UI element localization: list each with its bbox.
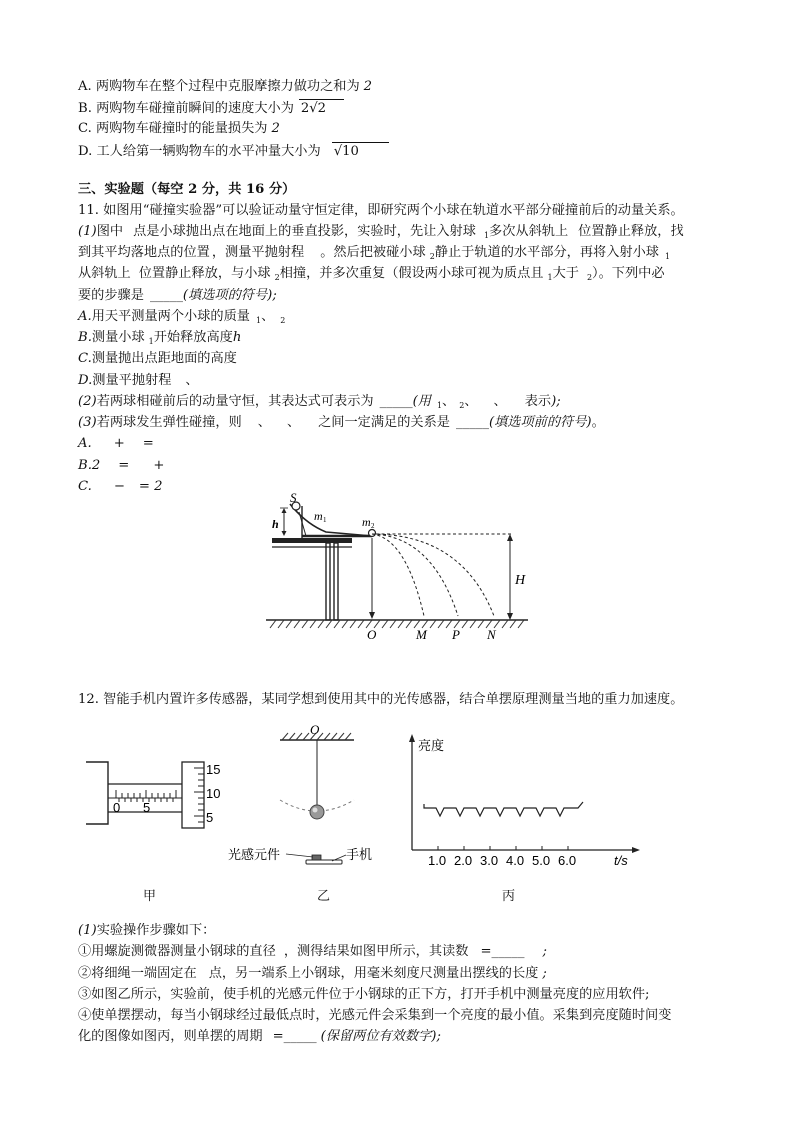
- q12-st1-blank[interactable]: =_____: [480, 944, 525, 959]
- tick-2: 2.0: [454, 853, 473, 868]
- q11-p2-h: 、: [464, 394, 478, 409]
- option-b-value: 2√2: [299, 99, 344, 118]
- trajectory-M: [372, 534, 424, 616]
- q11-p3-blank[interactable]: _____: [456, 415, 489, 430]
- q11-p1-l1d: 1: [483, 231, 490, 240]
- option-b: [78, 99, 344, 118]
- sleeve-label-5: 5: [143, 800, 151, 815]
- pivot-O-label: O: [310, 722, 320, 737]
- q12-step4-line2: [78, 1028, 441, 1046]
- q12-intro: 12. 智能手机内置许多传感器，某同学想到使用其中的光传感器，结合单摆原理测量当地的重力加速度。: [78, 692, 684, 707]
- option-a-text: A. 两购物车在整个过程中克服摩擦力做功之和为: [78, 79, 360, 94]
- q11-rB-eq: =: [118, 458, 130, 473]
- q12-step1: [78, 943, 547, 961]
- q12-st4-b: 化的图像如图丙，则单摆的周期: [78, 1029, 263, 1044]
- q12-s1-text: 实验操作步骤如下：: [96, 923, 216, 938]
- q11-p1-l3c: 2: [274, 273, 280, 282]
- tick-3: 3.0: [480, 853, 499, 868]
- graph-x-arrow: [632, 847, 640, 853]
- q11-p1-l2b: ，测量平抛射程: [211, 245, 305, 260]
- q11-p1-l1b: 图中: [96, 224, 124, 239]
- q11-oA-sub1: 1: [255, 316, 262, 325]
- tick-4: 4.0: [506, 853, 525, 868]
- phone: [306, 860, 342, 864]
- label-H: H: [515, 573, 526, 588]
- option-d-value: √10: [332, 142, 389, 161]
- sleeve-label-0: 0: [113, 800, 121, 815]
- q11-p1-l3d: 相撞，并多次重复（假设两小球可视为质点且: [279, 266, 544, 281]
- q12-st2-b: 点，另一端系上小钢球，用毫米刻度尺测量出摆线的长度: [208, 966, 539, 981]
- q11-p2-blank[interactable]: _____: [379, 394, 413, 409]
- q11-p1-l3e: 1: [547, 273, 553, 282]
- q11-option-c: [78, 350, 237, 368]
- label-S: S: [290, 492, 297, 505]
- q11-p1-line2: [78, 244, 670, 266]
- q11-relation-c: [78, 478, 163, 496]
- label-m2-sub: 2: [371, 522, 375, 530]
- q11-p2-f: 、: [442, 394, 456, 409]
- q11-p3-h: 。: [591, 415, 605, 430]
- q11-p3-g: (填选项前的符号): [488, 415, 592, 430]
- q11-rB-label: B.2: [78, 458, 101, 473]
- graph-y-label: 亮度: [418, 738, 445, 753]
- table-top: [272, 538, 352, 543]
- ground-hatch: [270, 620, 524, 628]
- q11-option-d: [78, 372, 199, 390]
- option-c-text: C. 两购物车碰撞时的能量损失为: [78, 121, 268, 136]
- q11-p1-label: (1): [78, 224, 97, 239]
- option-c-value: 2: [271, 121, 280, 136]
- q11-p1-l1f: 位置静止释放，找: [578, 224, 684, 239]
- q11-rA-plus: +: [113, 436, 125, 451]
- q11-p1-l1e: 多次从斜轨上: [489, 224, 569, 239]
- label-m2: m: [362, 515, 371, 529]
- option-b-text: B. 两购物车碰撞前瞬间的速度大小为: [78, 101, 294, 116]
- thimble-label-10: 10: [206, 786, 221, 801]
- q11-oD-text: 测量平抛射程: [92, 373, 172, 388]
- pendulum-figure: [228, 722, 388, 872]
- q11-rC-minus: −: [113, 479, 125, 494]
- q11-oA-text: 用天平测量两个小球的质量: [91, 309, 250, 324]
- option-a: [78, 78, 372, 96]
- caption-bing: 丙: [502, 889, 516, 904]
- q11-p1-line3: [78, 265, 665, 287]
- q11-p1-l4c: (填选项的符号);: [182, 288, 277, 303]
- q11-p3-c: 、: [257, 415, 271, 430]
- q11-oC-text: 测量抛出点距地面的高度: [91, 351, 237, 366]
- q11-p2-j: 表示: [524, 394, 552, 409]
- q11-intro: 11. 如图用“碰撞实验器”可以验证动量守恒定律，即研究两个小球在轨道水平部分碰撞前后的动量关系。: [78, 203, 684, 218]
- q12-step4-line1: ④使单摆摆动，每当小钢球经过最低点时，光感元件会采集到一个亮度的最小值。采集到亮度随时间变: [78, 1008, 672, 1023]
- q11-p1-l4a: 要的步骤是: [78, 288, 144, 303]
- q11-p3-label: (3): [78, 415, 97, 430]
- q11-option-b: [78, 329, 241, 351]
- h-arrow-bottom: [282, 531, 287, 536]
- q12-st1-d: ;: [542, 944, 547, 959]
- q11-p1-l1c: 点是小球抛出点在地面上的垂直投影，实验时，先让入射球: [133, 224, 476, 239]
- thimble: [182, 762, 204, 828]
- H-arrow-bottom: [507, 613, 513, 620]
- trajectory-P: [372, 534, 458, 616]
- q11-p1-l3a: 从斜轨上: [78, 266, 131, 281]
- q11-rB-plus: +: [153, 458, 165, 473]
- q12-step2: [78, 965, 547, 983]
- q11-p3-text: 若两球发生弹性碰撞，则: [96, 415, 242, 430]
- graph-y-arrow: [409, 734, 415, 742]
- q11-p1-line4: [78, 287, 277, 305]
- q11-p1-l3f: 大于: [552, 266, 579, 281]
- q11-p1-l2f: 1: [664, 252, 671, 261]
- h-arrow-top: [282, 508, 287, 513]
- H-arrow-top: [507, 534, 513, 541]
- q11-p3: [78, 414, 605, 432]
- q11-p2-text: 若两球相碰前后的动量守恒，其表达式可表示为: [96, 394, 374, 409]
- collision-apparatus-figure: [266, 492, 536, 642]
- q11-relation-a: [78, 435, 154, 453]
- q11-rA-eq: =: [142, 436, 154, 451]
- tick-6: 6.0: [558, 853, 577, 868]
- q11-p1-blank[interactable]: _____: [149, 288, 183, 303]
- plumb-arrow: [369, 612, 375, 619]
- q11-oB-sub: 1: [148, 337, 154, 346]
- q11-p2-label: (2): [78, 394, 97, 409]
- q11-oB-text: 测量小球: [91, 330, 145, 345]
- table-leg-right: [334, 543, 338, 620]
- label-m1: m: [314, 509, 323, 523]
- table-leg-left: [326, 543, 330, 620]
- q11-oA-sub2: 2: [280, 316, 286, 325]
- q11-p2-k: );: [551, 394, 561, 409]
- q12-s1-label: (1): [78, 923, 97, 938]
- q12-step3: ③如图乙所示，实验前，使手机的光感元件位于小钢球的正下方，打开手机中测量亮度的应用软件;: [78, 987, 650, 1002]
- q12-st4-blank[interactable]: =_____: [272, 1029, 317, 1044]
- option-a-value: 2: [363, 79, 373, 94]
- tick-1: 1.0: [428, 853, 447, 868]
- q12-st2-a: ②将细绳一端固定在: [78, 966, 197, 981]
- q11-oB-h: h: [232, 330, 242, 345]
- label-O: O: [367, 627, 377, 642]
- q11-oC-label: C.: [78, 351, 92, 366]
- q11-p1-l3b: 位置静止释放，与小球: [138, 266, 271, 281]
- thimble-label-15: 15: [206, 762, 221, 777]
- ball-m2: [369, 530, 376, 537]
- q11-p1-l3h: ）。下列中必: [592, 266, 665, 281]
- section-title: 三、实验题（每空 2 分，共 16 分）: [78, 182, 296, 197]
- sensor-pointer: [286, 854, 313, 857]
- option-d-text: D. 工人给第一辆购物车的水平冲量大小为: [78, 144, 321, 159]
- trajectory-N: [372, 534, 494, 616]
- q12-st1-b: ，测得结果如图甲所示，其读数: [283, 944, 469, 959]
- graph-x-label: t/s: [614, 853, 628, 868]
- label-h: h: [272, 517, 279, 531]
- q11-p2-d: (用: [412, 394, 431, 409]
- q11-p1-l2e: 静止于轨道的水平部分，再将入射小球: [434, 245, 659, 260]
- tick-5: 5.0: [532, 853, 551, 868]
- q12-st2-c: ;: [542, 966, 547, 981]
- q11-oA-label: A.: [78, 309, 92, 324]
- q11-oD-sep: 、: [185, 373, 199, 388]
- q11-rC-eq: = 2: [138, 479, 163, 494]
- brightness-graph: [400, 730, 650, 870]
- q11-p2: [78, 393, 561, 415]
- light-sensor: [312, 855, 321, 860]
- q11-p2-i: 、: [493, 394, 507, 409]
- q11-p2-g: 2: [459, 401, 465, 410]
- q11-p3-e: 之间一定满足的关系是: [318, 415, 450, 430]
- q11-p2-e: 1: [436, 401, 443, 410]
- q11-relation-b: [78, 457, 164, 475]
- caption-yi: 乙: [317, 889, 331, 904]
- q11-option-a: [78, 308, 285, 330]
- q12-st4-d: (保留两位有效数字);: [320, 1029, 441, 1044]
- label-P: P: [452, 627, 460, 642]
- q11-rA-label: A.: [78, 436, 92, 451]
- q12-st1-a: ①用螺旋测微器测量小钢球的直径: [78, 944, 276, 959]
- brightness-curve: [424, 802, 583, 816]
- ball-highlight: [313, 808, 318, 813]
- q11-p1-l2a: 到其平均落地点的位置: [78, 245, 210, 260]
- option-d: [78, 142, 389, 161]
- steel-ball: [310, 805, 324, 819]
- q11-p1-l3g: 2: [586, 273, 593, 282]
- q11-p1-l2d: 2: [429, 252, 435, 261]
- label-N: N: [487, 627, 496, 642]
- q11-oD-label: D.: [78, 373, 93, 388]
- thimble-label-5: 5: [206, 810, 214, 825]
- label-M: M: [416, 627, 427, 642]
- q11-rC-label: C.: [78, 479, 92, 494]
- q11-oA-sep: 、: [261, 309, 275, 324]
- q12-s1: [78, 922, 215, 940]
- q11-p1-line1: [78, 223, 684, 245]
- q11-p1-l2c: 。然后把被碰小球: [320, 245, 426, 260]
- micrometer-figure: [86, 752, 226, 834]
- micrometer-frame: [86, 762, 108, 824]
- q11-oB-label: B.: [78, 330, 92, 345]
- q11-p3-d: 、: [286, 415, 301, 430]
- phone-label: 手机: [346, 847, 373, 862]
- caption-jia: 甲: [143, 889, 157, 904]
- sensor-label: 光感元件: [228, 847, 281, 862]
- label-m1-sub: 1: [323, 516, 327, 524]
- q11-oB-text2: 开始释放高度: [153, 330, 233, 345]
- option-c: [78, 120, 280, 138]
